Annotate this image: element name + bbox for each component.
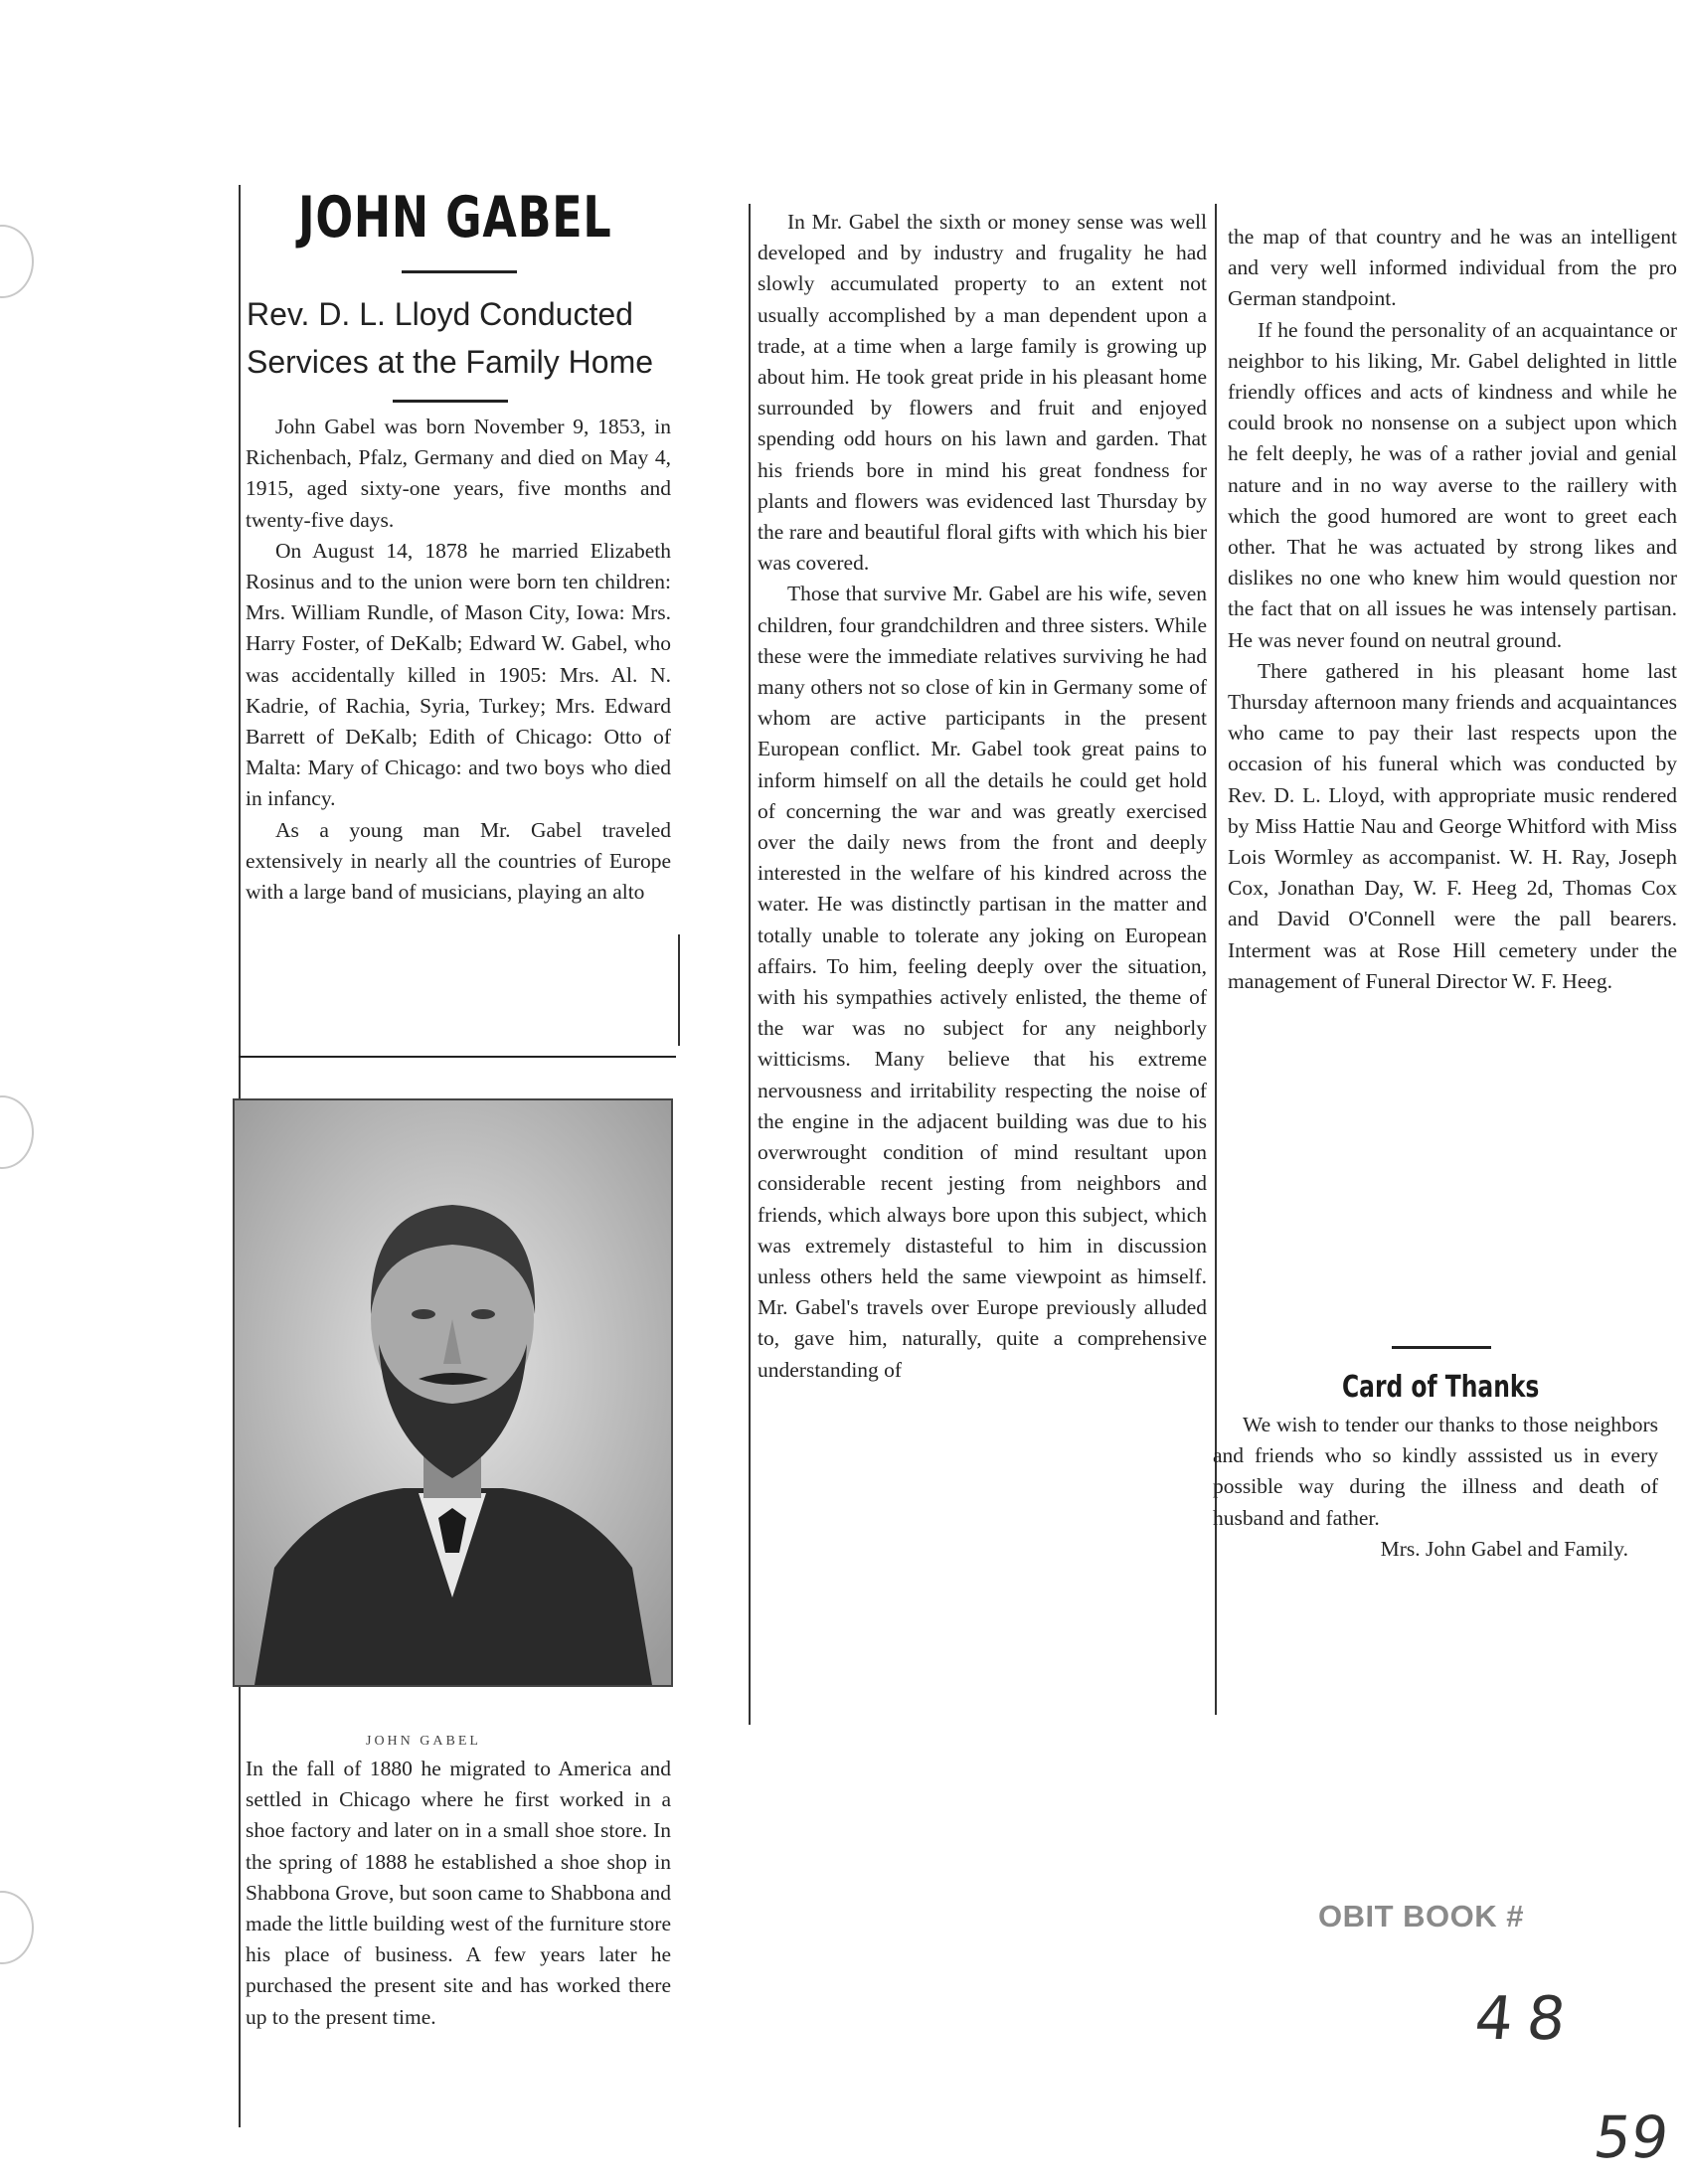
paragraph-birth: John Gabel was born November 9, 1853, in Richenbach, Pfalz, Germany and died on May 4, 1915, aged sixty-one years, five months and twenty-five days. xyxy=(246,415,671,532)
photo-caption: JOHN GABEL xyxy=(366,1734,481,1749)
obit-book-label: OBIT BOOK # xyxy=(1318,1899,1525,1933)
column-1 xyxy=(246,412,671,908)
paragraph-funeral: There gathered in his pleasant home last Thursday afternoon many friends and acquaintances who came to pay their last respects upon the occasion of his funeral which was conducted by Rev. D. L. Lloyd, with appropriate music rendered by Miss Hattie Nau and George Whitford with Miss Lois Wormley as accompanist. W. H. Ray, Joseph Cox, Jonathan Day, W. F. Heeg 2d, Thomas Cox and David O'Connell were the pall bearers. Interment was at Rose Hill cemetery under the management of Funeral Director W. F. Heeg. xyxy=(1228,658,1677,993)
paragraph-survivors: Those that survive Mr. Gabel are his wife, seven children, four grandchildren and three sisters. While these were the immediate relatives surviving he had many others not so close of kin in Germany some of whom are active participants in the present European conflict. Mr. Gabel took great pains to inform himself on all the details he could get hold of concerning the war and was greatly exercised over the daily news from the front and deeply interested in the welfare of his kindred across the water. He was distinctly partisan in the matter and totally unable to tolerate any joking on European affairs. To him, feeling deeply over the situation, with his sympathies actively enlisted, the theme of the war was no subject for any neighborly witticisms. Many believe that his extreme nervousness and irritability respecting the noise of the engine in the adjacent building was due to his overwrought condition of mind resultant upon considerable recent jesting from neighbors and friends, which always bore upon this subject, which was extremely distasteful to him in discussion unless others held the same viewpoint as himself. Mr. Gabel's travels over Europe previously alluded to, gave him, naturally, quite a comprehensive understanding of xyxy=(758,582,1207,1382)
subheadline: Rev. D. L. Lloyd Conducted Services at the Family Home xyxy=(247,296,654,380)
paragraph-personality: If he found the personality of an acquaintance or neighbor to his liking, Mr. Gabel delighted in little friendly offices and acts of kindness and while he could brook no nonsense on a subject upon which he felt deeply, he was of a rather jovial and genial nature and in no way averse to the raillery with which the good humored are wont to greet each other. That he was actuated by strong likes and dislikes no one who knew him would question nor the fact that on all issues he was intensely partisan. He was never found on neutral ground. xyxy=(1228,317,1677,652)
portrait-photo xyxy=(233,1098,673,1687)
paragraph-travels: As a young man Mr. Gabel traveled extensively in nearly all the countries of Europe with a large band of musicians, playing an alto xyxy=(246,817,671,905)
handwritten-page-number: 59 xyxy=(1590,2103,1673,2171)
paragraph-marriage: On August 14, 1878 he married Elizabeth Rosinus and to the union were born ten children: Mrs. William Rundle, of Mason City, Iowa: Mrs. Harry Foster, of DeKalb; Edward W. Gabel, who was accidentally killed in 1905: Mrs. Al. N. Kadrie, of Rachia, Syria, Turkey; Mrs. Edward Barrett of DeKalb; Edith of Chicago: Otto of Malta: Mary of Chicago: and two boys who died in infancy. xyxy=(246,538,671,811)
card-of-thanks-signature: Mrs. John Gabel and Family. xyxy=(1380,1536,1628,1561)
paragraph-map: the map of that country and he was an intelligent and very well informed individual from the pro German standpoint. xyxy=(1228,225,1677,311)
headline: JOHN GABEL xyxy=(298,185,612,251)
portrait-illustration xyxy=(235,1100,671,1685)
column-2 xyxy=(758,207,1207,1386)
card-divider xyxy=(1392,1346,1491,1349)
handwritten-book-number: 48 xyxy=(1471,1984,1584,2054)
subheadline-divider xyxy=(393,400,508,403)
punch-hole-middle xyxy=(0,1095,34,1169)
card-of-thanks-body: We wish to tender our thanks to those neighbors and friends who so kindly asssisted us in every possible way during the illness and death of husband and father. xyxy=(1213,1413,1658,1530)
paragraph-money-sense: In Mr. Gabel the sixth or money sense was well developed and by industry and frugality he had slowly accumulated property to an extent not usually accomplished by a man dependent upon a trade, at a time when a large family is growing up about him. He took great pride in his pleasant home surrounded by flowers and fruit and enjoyed spending odd hours on his lawn and garden. That his friends bore in mind his great fondness for plants and flowers was evidenced last Thursday by the rare and beautiful floral gifts with which his bier was covered. xyxy=(758,210,1207,576)
punch-hole-top xyxy=(0,225,34,298)
paragraph-migration: In the fall of 1880 he migrated to America and settled in Chicago where he first worked in a shoe factory and later on in a small shoe store. In the spring of 1888 he established a shoe shop in Shabbona Grove, but soon came to Shabbona and made the little building west of the furniture store his place of business. A few years later he purchased the present site and has worked there up to the present time. xyxy=(246,1757,671,2029)
column-3 xyxy=(1228,222,1677,997)
column-1-continued xyxy=(246,1754,671,2033)
column-rule-col1-right xyxy=(678,934,680,1046)
headline-divider xyxy=(402,270,517,273)
card-of-thanks xyxy=(1213,1410,1658,1565)
photo-divider xyxy=(239,1056,676,1058)
column-rule-col2-left xyxy=(749,204,751,1725)
card-of-thanks-heading: Card of Thanks xyxy=(1342,1370,1540,1405)
punch-hole-bottom xyxy=(0,1891,34,1964)
